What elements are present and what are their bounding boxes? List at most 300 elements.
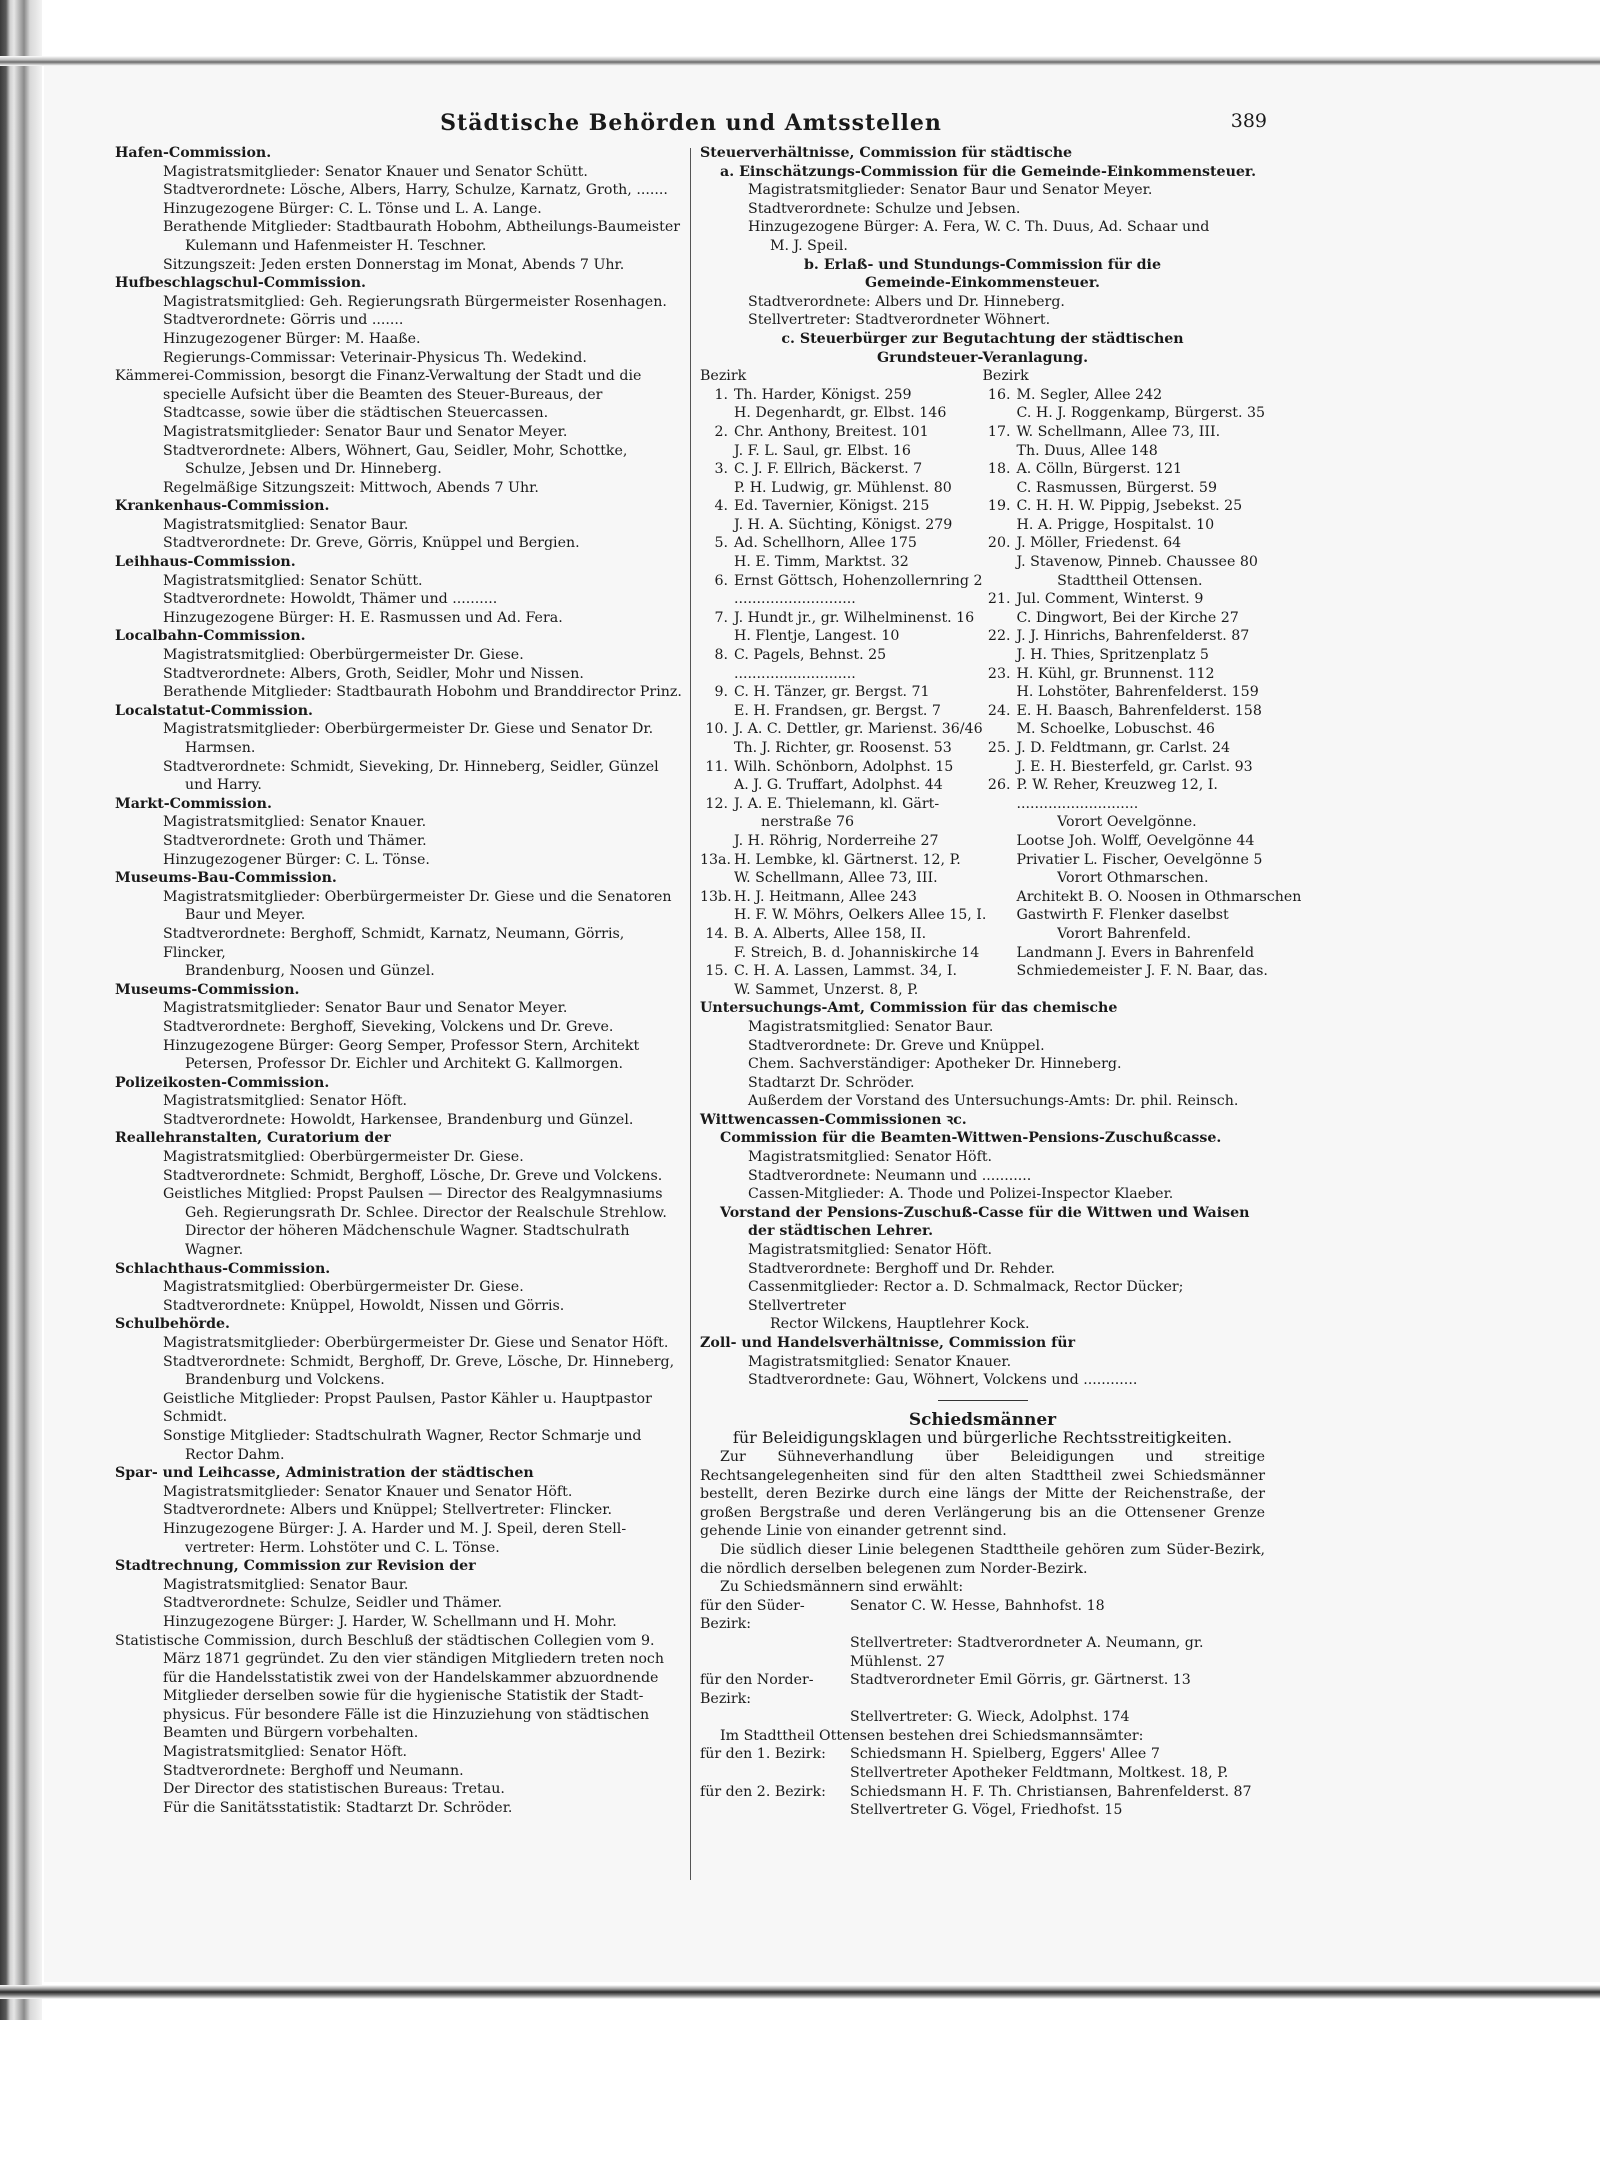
bezirk-name: H. Lohstöter, Bahrenfelderst. 159 — [1016, 684, 1259, 701]
bezirk-row — [983, 479, 1266, 498]
bezirk-number — [700, 665, 734, 684]
entry-line: Stadtverordnete: Albers, Wöhnert, Gau, Seidler, Mohr, Schottke, — [163, 442, 628, 459]
scan-bottom-edge — [0, 1985, 1600, 1999]
section-rule — [938, 1400, 1028, 1401]
entry-line: Stadtverordnete: Berghoff, Sieveking, Volckens und Dr. Greve. — [163, 1018, 614, 1035]
bezirk-row — [700, 795, 983, 814]
entry-line: Außerdem der Vorstand des Untersuchungs-Amts: Dr. phil. Reinsch. — [748, 1093, 1239, 1110]
bezirk-name: J. D. Feldtmann, gr. Carlst. 24 — [1016, 740, 1230, 756]
entry-line: Stadtverordnete: Gau, Wöhnert, Volckens und ............ — [748, 1372, 1138, 1389]
bezirk-number: 3. — [714, 461, 728, 478]
bezirk-name: Ernst Göttsch, Hohenzollernring 2 — [734, 572, 983, 589]
bezirk-row — [700, 646, 983, 665]
bezirk-number — [983, 925, 1017, 944]
schiedsmann-row — [700, 1671, 1265, 1708]
bezirk-number — [700, 479, 734, 498]
bezirk-name: H. J. Heitmann, Allee 243 — [734, 888, 917, 905]
entry-line: Stadtverordnete: Groth und Thämer. — [163, 832, 427, 849]
section-heading: Reallehranstalten, Curatorium der — [115, 1130, 391, 1147]
bezirk-number: 11. — [705, 758, 728, 775]
bezirk-row — [700, 944, 983, 963]
schiedsmann-person: Stadtverordneter Emil Görris, gr. Gärtnerst. 13 — [850, 1672, 1191, 1689]
bezirk-row — [983, 646, 1266, 665]
entry-line: Stadtverordnete: Berghoff und Dr. Rehder. — [748, 1260, 1056, 1277]
bezirk-name: W. Schellmann, Allee 73, III. — [734, 870, 938, 887]
section-heading: Localbahn-Commission. — [115, 628, 306, 645]
bezirk-row — [700, 609, 983, 628]
entry-line: Cassenmitglieder: Rector a. D. Schmalmack, Rector Dücker; Stellvertreter — [748, 1279, 1184, 1314]
bezirk-number — [700, 404, 734, 423]
bezirk-name: J. A. C. Dettler, gr. Marienst. 36/46 — [734, 721, 983, 738]
schiedsmann-person: Stellvertreter G. Vögel, Friedhofst. 15 — [850, 1802, 1123, 1819]
entry-line: Stadtverordnete: Albers, Groth, Seidler, Mohr und Nissen. — [163, 665, 584, 682]
bezirk-name: J. H. Thies, Spritzenplatz 5 — [1016, 647, 1209, 664]
schiedsmann-district — [700, 1801, 850, 1820]
entry-line: Stadtverordnete: Dr. Greve und Knüppel. — [748, 1037, 1045, 1054]
entry-line: Stadtverordnete: Schmidt, Berghoff, Dr. Greve, Lösche, Dr. Hinneberg, — [163, 1353, 675, 1370]
bezirk-number: 25. — [987, 740, 1011, 756]
bezirk-number: 7. — [714, 609, 728, 626]
section-heading: Leihhaus-Commission. — [115, 554, 296, 571]
entry-line: Geh. Regierungsrath Dr. Schlee. Director der Realschule Strehlow. — [185, 1204, 667, 1221]
bezirk-name: J. Stavenow, Pinneb. Chaussee 80 — [1016, 554, 1258, 571]
bezirk-number: 9. — [714, 684, 728, 701]
bezirk-number — [700, 869, 734, 888]
bezirk-name: E. H. Frandsen, gr. Bergst. 7 — [734, 702, 941, 719]
bezirk-name: W. Schellmann, Allee 73, III. — [1016, 423, 1221, 440]
bezirk-number — [983, 442, 1017, 461]
entry-line: Hinzugezogene Bürger: Georg Semper, Professor Stern, Architekt — [163, 1037, 640, 1054]
schiedsmann-district: für den 1. Bezirk: — [700, 1746, 826, 1763]
entry-line: Magistratsmitglied: Senator Höft. — [163, 1093, 408, 1110]
entry-line: Stadtverordnete: Berghoff, Schmidt, Karnatz, Neumann, Görris, Flincker, — [163, 925, 625, 961]
scan-binding-edge — [0, 0, 42, 2020]
section-heading: Grundsteuer-Veranlagung. — [876, 349, 1089, 366]
bezirk-name: Vorort Othmarschen. — [1016, 870, 1209, 887]
bezirk-name: H. F. W. Möhrs, Oelkers Allee 15, I. — [734, 907, 987, 924]
entry-line: Stadtverordnete: Schulze und Jebsen. — [748, 200, 1021, 217]
bezirk-number — [700, 906, 734, 925]
bezirk-row — [700, 702, 983, 721]
bezirk-number — [983, 609, 1017, 628]
bezirk-row — [700, 386, 983, 405]
section-heading: a. Einschätzungs-Commission für die Gemeinde-Einkommensteuer. — [720, 163, 1257, 180]
schiedsmann-row — [700, 1783, 1265, 1802]
bezirk-name: Ed. Tavernier, Königst. 215 — [734, 498, 930, 515]
bezirk-number: 24. — [987, 702, 1011, 719]
entry-line: Geistliches Mitglied: Propst Paulsen — Director des Realgymnasiums — [163, 1186, 663, 1203]
entry-line: Stadtverordnete: Howoldt, Harkensee, Brandenburg und Günzel. — [163, 1111, 634, 1128]
bezirk-row — [983, 553, 1266, 572]
bezirk-name: H. Degenhardt, gr. Elbst. 146 — [734, 405, 947, 422]
entry-line: Magistratsmitglied: Senator Knauer. — [748, 1353, 1012, 1370]
bezirk-name: P. H. Ludwig, gr. Mühlenst. 80 — [734, 479, 952, 496]
bezirk-row — [700, 479, 983, 498]
schiedsmann-district: für den 2. Bezirk: — [700, 1783, 826, 1800]
entry-line: Magistratsmitglieder: Senator Baur und Senator Meyer. — [163, 1000, 568, 1017]
entry-line: Stadtarzt Dr. Schröder. — [748, 1074, 915, 1091]
bezirk-name: Lootse Joh. Wolff, Oevelgönne 44 — [1016, 832, 1255, 849]
entry-line: Director der höheren Mädchenschule Wagner. Stadtschulrath Wagner. — [185, 1223, 630, 1259]
entry-line: M. J. Speil. — [770, 237, 848, 254]
bezirk-number — [700, 944, 734, 963]
entry-line: Harmsen. — [185, 740, 256, 756]
bezirk-number — [700, 739, 734, 758]
bezirk-name: C. H. J. Roggenkamp, Bürgerst. 35 — [1016, 405, 1266, 422]
bezirk-number — [983, 572, 1017, 591]
bezirk-name: ........................... — [1016, 795, 1139, 812]
bezirk-name: H. E. Timm, Marktst. 32 — [734, 554, 909, 571]
bezirk-row — [983, 683, 1266, 702]
section-heading: Hufbeschlagschul-Commission. — [115, 275, 366, 292]
section-heading: Schulbehörde. — [115, 1316, 230, 1333]
page-title: Städtische Behörden und Amtsstellen — [440, 110, 942, 136]
entry-line: Baur und Meyer. — [185, 907, 306, 924]
bezirk-row — [700, 906, 987, 925]
bezirk-row — [983, 627, 1266, 646]
section-heading: Kämmerei-Commission, besorgt die Finanz-Verwaltung der Stadt und die specielle Aufsicht über die Beamten des Steuer-Bureaus, der Stadtcasse, sowie über die städtischen Steuercassen. — [115, 368, 642, 422]
bezirk-row — [700, 888, 983, 907]
bezirk-number — [983, 869, 1017, 888]
bezirk-row — [700, 962, 983, 981]
bezirk-row — [700, 423, 983, 442]
section-heading: Localstatut-Commission. — [115, 702, 313, 719]
bezirk-name: H. Flentje, Langest. 10 — [734, 628, 900, 645]
entry-line: Stadtverordnete: Schulze, Seidler und Thämer. — [163, 1595, 503, 1612]
bezirk-number: 5. — [714, 535, 728, 552]
entry-line: Petersen, Professor Dr. Eichler und Architekt G. Kallmorgen. — [185, 1056, 624, 1073]
schiedsmann-person: Stellvertreter: Stadtverordneter A. Neumann, gr. Mühlenst. 27 — [850, 1634, 1204, 1670]
section-heading: Krankenhaus-Commission. — [115, 498, 330, 515]
entry-line: Stadtverordnete: Schmidt, Berghoff, Lösche, Dr. Greve und Volckens. — [163, 1167, 663, 1184]
bezirk-row — [983, 386, 1266, 405]
bezirk-number: 8. — [714, 647, 728, 664]
bezirk-name: Wilh. Schönborn, Adolphst. 15 — [734, 758, 954, 775]
schiedsmann-row — [700, 1597, 1265, 1634]
bezirk-name: Vorort Oevelgönne. — [1016, 814, 1197, 831]
section-heading: Museums-Bau-Commission. — [115, 870, 337, 887]
entry-line: Hinzugezogene Bürger: H. E. Rasmussen und Ad. Fera. — [163, 609, 563, 626]
bezirk-row — [700, 869, 983, 888]
entry-line: Stadtverordnete: Neumann und ........... — [748, 1167, 1032, 1184]
entry-line: Magistratsmitglied: Senator Baur. — [163, 516, 409, 533]
bezirk-name: C. J. F. Ellrich, Bäckerst. 7 — [734, 461, 923, 478]
entry-line: Für die Sanitätsstatistik: Stadtarzt Dr. Schröder. — [163, 1799, 513, 1816]
entry-line: Magistratsmitglied: Oberbürgermeister Dr. Giese. — [163, 1149, 524, 1166]
bezirk-number — [983, 813, 1017, 832]
bezirk-number: 6. — [714, 572, 728, 589]
schiedsmann-person: Stellvertreter: G. Wieck, Adolphst. 174 — [850, 1709, 1130, 1726]
bezirk-row — [983, 534, 1266, 553]
scan-top-edge — [0, 56, 1600, 66]
section-heading: Hafen-Commission. — [115, 145, 272, 161]
bezirk-number: 23. — [987, 665, 1011, 682]
bezirk-number: 16. — [987, 386, 1011, 403]
bezirk-row — [983, 590, 1266, 609]
bezirk-number — [983, 516, 1017, 535]
section-heading: Spar- und Leihcasse, Administration der städtischen — [115, 1465, 534, 1482]
bezirk-row — [700, 925, 983, 944]
bezirk-row — [700, 442, 983, 461]
bezirk-row — [700, 813, 983, 832]
bezirk-row — [700, 758, 983, 777]
schiedsmann-district: für den Süder-Bezirk: — [700, 1597, 805, 1633]
bezirk-number: 4. — [714, 498, 728, 515]
entry-line: Magistratsmitglied: Oberbürgermeister Dr. Giese. — [163, 1279, 524, 1296]
bezirk-row — [983, 888, 1302, 907]
bezirk-number: 12. — [705, 795, 728, 812]
entry-line: vertreter: Herm. Lohstöter und C. L. Tönse. — [185, 1539, 500, 1556]
schiedsmann-row — [700, 1708, 1265, 1727]
entry-line: Hinzugezogene Bürger: A. Fera, W. C. Th. Duus, Ad. Schaar und — [748, 219, 1210, 236]
schiedsmann-row — [700, 1764, 1265, 1783]
bezirk-row — [700, 683, 983, 702]
page-number: 389 — [1230, 110, 1267, 132]
bezirk-name: H. A. Prigge, Hospitalst. 10 — [1016, 516, 1215, 533]
entry-line: Rector Wilckens, Hauptlehrer Kock. — [770, 1316, 1030, 1333]
bezirk-name: Gastwirth F. Flenker daselbst — [1016, 907, 1229, 924]
bezirk-row — [700, 981, 983, 1000]
entry-line: und Harry. — [185, 777, 262, 794]
bezirk-row — [983, 776, 1266, 795]
schiedsmaenner-para: Im Stadttheil Ottensen bestehen drei Schiedsmannsämter: — [720, 1727, 1144, 1744]
bezirk-number: 26. — [987, 777, 1011, 794]
bezirk-row — [700, 553, 983, 572]
entry-line: Magistratsmitglieder: Senator Knauer und Senator Höft. — [163, 1483, 573, 1500]
bezirk-number — [700, 702, 734, 721]
bezirk-name: H. Lembke, kl. Gärtnerst. 12, P. — [734, 851, 961, 868]
section-heading: Commission für die Beamten-Wittwen-Pensions-Zuschußcasse. — [720, 1130, 1222, 1147]
bezirk-number: 14. — [705, 925, 728, 942]
bezirk-name: Architekt B. O. Noosen in Othmarschen — [1016, 888, 1302, 905]
bezirk-row — [983, 460, 1266, 479]
section-heading: Wittwencassen-Commissionen ꝛc. — [700, 1111, 967, 1128]
bezirk-name: C. H. Tänzer, gr. Bergst. 71 — [734, 684, 930, 701]
schiedsmaenner-para: Zu Schiedsmännern sind erwählt: — [720, 1579, 964, 1596]
bezirk-number — [983, 720, 1017, 739]
bezirk-row — [983, 423, 1266, 442]
bezirk-name: C. H. A. Lassen, Lammst. 34, I. — [734, 963, 957, 980]
bezirk-row — [983, 572, 1266, 591]
bezirk-number — [700, 516, 734, 535]
section-heading: Markt-Commission. — [115, 795, 272, 812]
bezirk-number — [983, 553, 1017, 572]
bezirk-header-left: Bezirk — [700, 368, 747, 385]
bezirk-name: J. H. Röhrig, Norderreihe 27 — [734, 832, 939, 849]
entry-line: Stadtverordnete: Görris und ....... — [163, 312, 404, 329]
bezirk-name: J. A. E. Thielemann, kl. Gärt- — [734, 795, 940, 812]
section-heading: Untersuchungs-Amt, Commission für das chemische — [700, 1000, 1118, 1017]
entry-line: Cassen-Mitglieder: A. Thode und Polizei-Inspector Klaeber. — [748, 1186, 1174, 1203]
bezirk-number — [983, 944, 1017, 963]
entry-line: Magistratsmitglied: Senator Baur. — [748, 1018, 994, 1035]
bezirk-name: Th. J. Richter, gr. Roosenst. 53 — [734, 740, 952, 756]
bezirk-number — [700, 442, 734, 461]
bezirk-name: J. J. Hinrichs, Bahrenfelderst. 87 — [1016, 628, 1250, 645]
entry-line: Magistratsmitglieder: Senator Baur und Senator Meyer. — [748, 182, 1153, 199]
schiedsmann-district — [700, 1634, 850, 1671]
bezirk-row — [983, 758, 1266, 777]
bezirk-name: nerstraße 76 — [734, 814, 855, 831]
left-column — [115, 144, 685, 1817]
bezirk-name: Ad. Schellhorn, Allee 175 — [734, 535, 917, 552]
schiedsmann-person: Schiedsmann H. Spielberg, Eggers' Allee 7 — [850, 1746, 1160, 1763]
bezirk-row — [983, 497, 1266, 516]
section-heading: Steuerverhältnisse, Commission für städtische — [700, 145, 1073, 161]
bezirk-number — [983, 646, 1017, 665]
bezirk-number — [700, 981, 734, 1000]
schiedsmann-person: Stellvertreter Apotheker Feldtmann, Moltkest. 18, P. — [850, 1765, 1229, 1782]
entry-line: Stadtverordnete: Dr. Greve, Görris, Knüppel und Bergien. — [163, 535, 580, 552]
bezirk-row — [700, 627, 983, 646]
entry-line: Hinzugezogener Bürger: M. Haaße. — [163, 330, 421, 347]
bezirk-row — [700, 776, 983, 795]
schiedsmann-row — [700, 1801, 1265, 1820]
schiedsmaenner-subtitle: für Beleidigungsklagen und bürgerliche Rechtsstreitigkeiten. — [732, 1428, 1233, 1448]
bezirk-name: Th. Duus, Allee 148 — [1016, 442, 1158, 459]
bezirk-name: J. E. H. Biesterfeld, gr. Carlst. 93 — [1016, 758, 1253, 775]
section-heading: der städtischen Lehrer. — [748, 1223, 934, 1240]
entry-line: Stadtverordnete: Berghoff und Neumann. — [163, 1762, 464, 1779]
schiedsmaenner-para: Die südlich dieser Linie belegenen Stadttheile gehören zum Süder-Bezirk, die nördlich derselben belegenen zum Norder-Bezirk. — [700, 1541, 1265, 1577]
schiedsmaenner-title: Schiedsmänner — [908, 1409, 1057, 1430]
bezirk-name: C. H. H. W. Pippig, Jsebekst. 25 — [1016, 498, 1243, 515]
bezirk-number — [983, 404, 1017, 423]
entry-line: Rector Dahm. — [185, 1446, 285, 1463]
schiedsmaenner-ottensen-list — [700, 1745, 1265, 1819]
entry-line: Stadtverordnete: Albers und Knüppel; Stellvertreter: Flincker. — [163, 1502, 613, 1519]
bezirk-number: 15. — [705, 963, 728, 980]
bezirk-name: M. Schoelke, Lobuschst. 46 — [1016, 721, 1215, 738]
bezirk-number: 2. — [714, 423, 728, 440]
bezirk-row — [983, 609, 1266, 628]
schiedsmann-district — [700, 1708, 850, 1727]
bezirk-name: Privatier L. Fischer, Oevelgönne 5 — [1016, 851, 1263, 868]
section-heading: Polizeikosten-Commission. — [115, 1074, 330, 1091]
entry-line: Stellvertreter: Stadtverordneter Wöhnert. — [748, 312, 1051, 329]
bezirk-row — [983, 813, 1266, 832]
bezirk-name: Schmiedemeister J. F. N. Baar, das. — [1016, 963, 1268, 980]
bezirk-name: A. J. G. Truffart, Adolphst. 44 — [734, 777, 943, 794]
bezirk-number — [983, 795, 1017, 814]
bezirk-number — [700, 776, 734, 795]
page-header — [115, 110, 1267, 144]
bezirk-name: C. Rasmussen, Bürgerst. 59 — [1016, 479, 1217, 496]
bezirk-number — [983, 851, 1017, 870]
entry-line: Magistratsmitglieder: Oberbürgermeister Dr. Giese und Senator Dr. — [163, 721, 654, 738]
bezirk-name: Chr. Anthony, Breitest. 101 — [734, 423, 929, 440]
entry-line: Berathende Mitglieder: Stadtbaurath Hobohm, Abtheilungs-Baumeister — [163, 219, 681, 236]
bezirk-row — [983, 665, 1266, 684]
bezirk-number: 20. — [987, 535, 1011, 552]
schiedsmann-person: Senator C. W. Hesse, Bahnhofst. 18 — [850, 1597, 1105, 1614]
bezirk-number: 21. — [987, 591, 1011, 608]
entry-line: Regierungs-Commissar: Veterinair-Physicus Th. Wedekind. — [163, 349, 587, 366]
bezirk-name: ........................... — [734, 591, 856, 608]
bezirk-number: 10. — [705, 721, 728, 738]
entry-line: Magistratsmitglied: Senator Höft. — [748, 1242, 993, 1259]
entry-line: Stadtverordnete: Howoldt, Thämer und .......... — [163, 591, 498, 608]
misc-commissions-section — [700, 999, 1265, 1389]
bezirk-row — [983, 404, 1266, 423]
bezirk-row — [983, 442, 1266, 461]
bezirk-number — [700, 832, 734, 851]
section-heading: b. Erlaß- und Stundungs-Commission für die — [804, 256, 1161, 273]
entry-line: Sitzungszeit: Jeden ersten Donnerstag im Monat, Abends 7 Uhr. — [163, 256, 625, 273]
bezirk-row — [700, 572, 983, 591]
bezirk-name: J. Möller, Friedenst. 64 — [1016, 535, 1182, 552]
bezirk-number — [983, 906, 1017, 925]
bezirk-number: 18. — [987, 461, 1011, 478]
entry-line: Stadtverordnete: Schmidt, Sieveking, Dr. Hinneberg, Seidler, Günzel — [163, 758, 659, 775]
entry-line: Magistratsmitglied: Oberbürgermeister Dr. Giese. — [163, 647, 524, 664]
entry-line: Hinzugezogene Bürger: J. A. Harder und M. J. Speil, deren Stell- — [163, 1520, 627, 1537]
entry-line: Magistratsmitglieder: Senator Baur und Senator Meyer. — [163, 423, 568, 440]
bezirk-name: H. Kühl, gr. Brunnenst. 112 — [1016, 665, 1215, 682]
bezirk-row — [983, 851, 1266, 870]
bezirk-list-right — [983, 386, 1302, 981]
bezirk-row — [983, 869, 1266, 888]
bezirk-name: J. F. L. Saul, gr. Elbst. 16 — [734, 442, 911, 459]
bezirk-name: Landmann J. Evers in Bahrenfeld — [1016, 944, 1255, 961]
entry-line: Kulemann und Hafenmeister H. Teschner. — [185, 237, 487, 254]
entry-line: Magistratsmitglied: Senator Knauer. — [163, 814, 427, 831]
entry-line: Magistratsmitglieder: Oberbürgermeister Dr. Giese und Senator Höft. — [163, 1335, 669, 1351]
entry-line: Regelmäßige Sitzungszeit: Mittwoch, Abends 7 Uhr. — [163, 479, 539, 496]
entry-line: Stadtverordnete: Albers und Dr. Hinneberg. — [748, 293, 1065, 310]
bezirk-number: 13b. — [700, 888, 732, 905]
bezirk-name: B. A. Alberts, Allee 158, II. — [734, 925, 927, 942]
bezirk-name: Stadttheil Ottensen. — [1016, 572, 1203, 589]
bezirk-name: C. Dingwort, Bei der Kirche 27 — [1016, 609, 1239, 626]
bezirk-number — [983, 962, 1017, 981]
bezirk-name: Jul. Comment, Winterst. 9 — [1016, 591, 1204, 608]
bezirk-row — [983, 944, 1266, 963]
bezirk-name: J. Hundt jr., gr. Wilhelminenst. 16 — [734, 609, 975, 626]
bezirk-row — [700, 851, 983, 870]
bezirk-name: J. H. A. Süchting, Königst. 279 — [734, 516, 953, 533]
section-heading: Statistische Commission, durch Beschluß der städtischen Collegien vom 9. März 1871 gegründet. Zu den vier ständigen Mitgliedern treten noch für die Handelsstatistik zwei von der Handelskammer abzuordnende Mitglieder derselben sowie für die hygienische Statistik der Stadt-physicus. Für besondere Fälle ist die Hinzuziehung von städtischen Beamten und Bürgern vorbehalten. — [115, 1632, 664, 1742]
bezirk-number: 22. — [987, 628, 1011, 645]
section-heading: Museums-Commission. — [115, 981, 300, 998]
entry-line: Brandenburg, Noosen und Günzel. — [185, 963, 435, 980]
entry-line: Magistratsmitglied: Senator Schütt. — [163, 572, 423, 589]
bezirk-header-right: Bezirk — [982, 368, 1029, 385]
entry-line: Brandenburg und Volckens. — [185, 1372, 385, 1389]
entry-line: Magistratsmitglied: Senator Baur. — [163, 1576, 409, 1593]
bezirk-row — [983, 962, 1266, 981]
bezirk-number — [700, 590, 734, 609]
bezirk-number — [983, 683, 1017, 702]
schiedsmann-row — [700, 1634, 1265, 1671]
schiedsmaenner-para: Zur Sühneverhandlung über Beleidigungen und streitige Rechtsangelegenheiten sind für den alten Stadttheil zwei Schiedsmänner bestellt, deren Bezirke durch eine längs der Mitte der Reichenstraße, der großen Bergstraße und deren Verlängerung bis an die Ottensener Grenze gehende Linie von einander getrennt sind. — [700, 1448, 1265, 1540]
entry-line: Der Director des statistischen Bureaus: Tretau. — [163, 1781, 505, 1798]
bezirk-row — [700, 590, 983, 609]
tax-commission-section — [700, 144, 1265, 367]
bezirk-name: F. Streich, B. d. Johanniskirche 14 — [734, 944, 980, 961]
section-heading: c. Steuerbürger zur Begutachtung der städtischen — [781, 330, 1184, 347]
schiedsmaenner-section — [700, 1411, 1265, 1820]
bezirk-row — [700, 720, 983, 739]
bezirk-row — [700, 404, 983, 423]
section-heading: Vorstand der Pensions-Zuschuß-Casse für die Wittwen und Waisen — [720, 1204, 1250, 1221]
bezirk-name: P. W. Reher, Kreuzweg 12, I. — [1016, 777, 1218, 794]
bezirk-name: W. Sammet, Unzerst. 8, P. — [734, 981, 919, 998]
bezirk-number: 19. — [987, 498, 1011, 515]
entry-line: Magistratsmitglied: Senator Höft. — [748, 1149, 993, 1166]
section-heading: Stadtrechnung, Commission zur Revision der — [115, 1558, 476, 1575]
right-column — [700, 144, 1302, 1820]
